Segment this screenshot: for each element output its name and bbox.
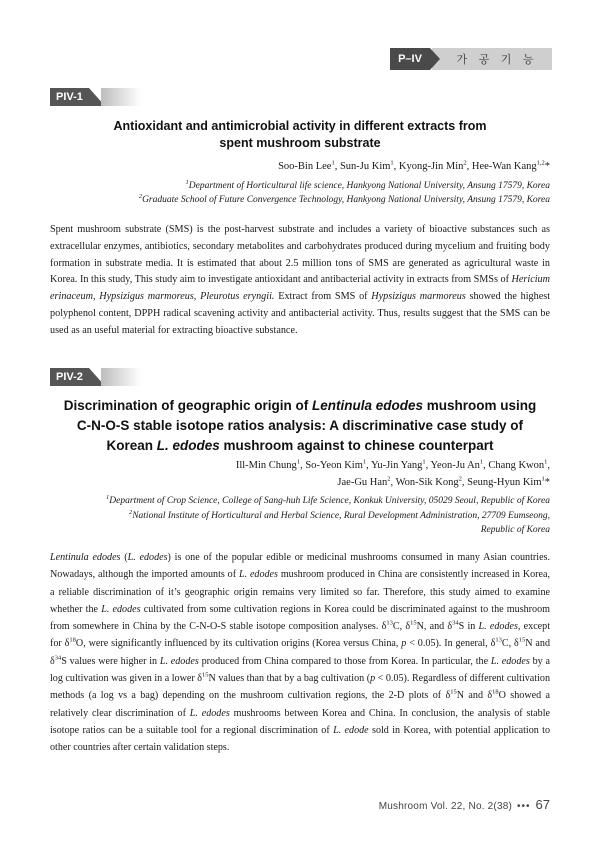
author-separator: * [544, 161, 550, 172]
author-name: Chang Kwon [488, 460, 545, 471]
author-name: So-Yeon Kim [305, 460, 363, 471]
abstract-2 [50, 549, 550, 757]
abstract-text: produced from China compared to those from Korea. In particular, the [198, 655, 491, 667]
isotope-mass: 13 [495, 637, 502, 645]
author-affiliation-mark: 1 [296, 458, 301, 466]
abstract-text: except for δ [50, 621, 550, 650]
affiliation-mark: 1 [185, 178, 189, 186]
page-footer [379, 797, 550, 812]
section-tab [390, 48, 552, 70]
abstract-text: ( [120, 552, 128, 563]
page-number: 67 [535, 797, 550, 812]
abstract-text: N values than that by a bag cultivation ( [208, 673, 371, 685]
author-separator: * [544, 477, 550, 488]
italic-term: L. edode [333, 724, 369, 736]
author-name: Seung-Hyun Kim [467, 477, 542, 488]
italic-term: Hypsizigus marmoreus [99, 291, 194, 303]
abstract-text: Spent mushroom substrate (SMS) is the post-harvest substrate and includes a variety of bioactive substances such as extracellular enzymes, antibiotics, secondary metabolites and carbohydrates produced during mycelium and fruiting body formation in substrate media. It is estimated that about 2.5 million tons of SMS are generated as agricultural waste in Korea. In this study, This study aim to investigate antioxidant and antibacterial activity in extracts from SMSs of [50, 224, 550, 286]
author-affiliation-mark: 1 [479, 458, 484, 466]
badge-label: PIV-2 [50, 368, 89, 386]
author-affiliation-mark: 1 [390, 159, 394, 167]
abstract-text: N and δ [456, 690, 493, 702]
affiliation-text: National Institute of Horticultural and Herbal Science, Rural Development Administration, 27709 Eumseong, [132, 510, 550, 521]
affiliation-mark: 1 [106, 493, 110, 501]
affiliation-line [40, 523, 550, 538]
author-line [50, 457, 550, 474]
affiliations-1 [40, 180, 550, 207]
abstract-text: C, δ [392, 621, 411, 633]
affiliation-line [40, 180, 550, 194]
author-separator: , [547, 460, 550, 471]
italic-term: Hypsizigus marmoreus [371, 291, 466, 303]
title-line: C-N-O-S stable isotope ratios analysis: A discriminative case study of [76, 418, 524, 433]
affiliations-2 [40, 494, 550, 538]
abstract-text: sold in Korea, with potential application to other countries after certain validation steps. [50, 724, 551, 754]
isotope-mass: 15 [518, 637, 526, 645]
badge-shade [101, 88, 141, 106]
italic-term: L. edodes [490, 655, 530, 667]
title-line: Korean L. edodes mushroom against to chinese counterpart [106, 438, 494, 453]
author-separator: , [425, 460, 431, 471]
abstract-text: S in [458, 621, 479, 633]
abstract-text: < 0.05). In general, δ [406, 638, 496, 650]
abstract-text: ) is one of the popular edible or medicinal mushrooms consumed in many Asian countries. Nowadays, although the imported amounts of [50, 552, 550, 581]
author-affiliation-mark: 1 [544, 458, 548, 466]
author-name: Yu-Jin Yang [371, 460, 423, 471]
author-affiliation-mark: 1 [362, 458, 367, 466]
italic-term: L. edodes [127, 552, 168, 563]
abstract-text: N and δ [50, 638, 550, 667]
italic-term: L. edodes [189, 707, 230, 719]
author-list-1 [50, 159, 550, 174]
abstract-text: N, and δ [416, 621, 453, 633]
author-affiliation-mark: 1 [422, 458, 426, 466]
paper-title-1 [50, 118, 550, 152]
abstract-text: showed the highest polyphenol content, DPPH radical scavening activity and antibacterial activity. Thus, results suggest that the SMS can be used as an useful material for extracting bioactive substance. [50, 291, 551, 336]
author-name: Ill-Min Chung [235, 460, 297, 471]
isotope-mass: 13 [386, 619, 393, 627]
italic-term: L. edodes [159, 655, 199, 667]
paper-title-2 [50, 396, 550, 456]
abstract-text: O, were significantly influenced by its cultivation origins (Korea versus China, [75, 638, 402, 650]
isotope-mass: 18 [69, 637, 76, 645]
abstract-text: mushrooms between Korea and China. In conclusion, the analysis of stable isotope ratios can be a suitable tool for a regional discrimination of [50, 707, 550, 736]
affiliation-mark: 2 [138, 192, 143, 200]
affiliation-text: Department of Horticultural life science, Hankyong National University, Ansung 17579, Korea [188, 181, 550, 191]
author-affiliation-mark: 1 [331, 159, 335, 167]
author-affiliation-mark: 1,2 [536, 159, 545, 167]
author-name: Hee-Wan Kang [471, 161, 537, 172]
isotope-mass: 34 [54, 654, 62, 662]
isotope-mass: 15 [410, 619, 417, 627]
abstract-text: O showed a relatively clear discrimination of [50, 690, 551, 719]
abstract-text: , [93, 291, 100, 303]
paper-badge-1 [50, 88, 141, 106]
author-affiliation-mark: 2 [387, 475, 391, 483]
author-name: Won-Sik Kong [395, 477, 459, 488]
author-separator: , [461, 477, 468, 488]
abstract-text: < 0.05). Regardless of different cultivation methods (a log vs a bag) depending on the mushroom cultivation regions, the 2-D plots of δ [50, 673, 550, 702]
author-affiliation-mark: 2 [458, 475, 462, 483]
title-line: spent mushroom substrate [219, 136, 381, 150]
badge-label: PIV-1 [50, 88, 89, 106]
italic-term: Lentinula edodes [50, 552, 121, 563]
isotope-mass: 15 [450, 689, 457, 697]
section-code: P–IV [390, 48, 430, 70]
abstract-text: Extract from SMS of [274, 291, 372, 303]
author-separator: , [466, 161, 472, 172]
journal-citation: Mushroom Vol. 22, No. 2(38) [378, 801, 513, 812]
abstract-text: S values were higher in [61, 655, 160, 667]
title-line: Discrimination of geographic origin of Lentinula edodes mushroom using [63, 398, 537, 413]
author-name: Sun-Ju Kim [339, 161, 391, 172]
author-line [50, 474, 550, 491]
author-name: Jae-Gu Han [337, 477, 388, 488]
isotope-mass: 34 [452, 619, 459, 627]
isotope-mass: 18 [492, 689, 499, 697]
abstract-text: mushroom produced in China are consistently increased in Korea, a reliable discrimination of it’s geographic origin remains very limited so far. Therefore, this study aimed to examine whether the [50, 569, 550, 615]
author-name: Yeon-Ju An [430, 460, 480, 471]
section-label: 가 공 기 능 [432, 48, 552, 70]
author-separator: , [366, 460, 372, 471]
author-separator: , [393, 161, 399, 172]
italic-term: L. edodes [238, 569, 278, 581]
abstract-text: , [193, 291, 201, 303]
species-name: Lentinula edodes [311, 398, 423, 413]
abstract-text: cultivated from some cultivation regions in Korea could be discriminated against to the mushroom from somewhere in China by the C-N-O-S stable isotope composition analyses. δ [50, 603, 550, 633]
author-separator: , [300, 460, 306, 471]
abstract-text: C, δ [501, 638, 519, 650]
author-name: Soo-Bin Lee [278, 161, 332, 172]
italic-term: p [370, 673, 376, 685]
author-affiliation-mark: 2 [463, 159, 467, 167]
affiliation-line [40, 194, 550, 208]
author-list-2 [50, 457, 550, 491]
isotope-mass: 15 [202, 671, 209, 679]
author-separator: , [334, 161, 340, 172]
abstract-text: by a log cultivation was given in a lower δ [50, 655, 550, 685]
abstract-1 [50, 222, 550, 340]
italic-term: p [401, 638, 407, 650]
affiliation-text: Graduate School of Future Convergence Technology, Hankyong National University, Ansung 17579, Korea [142, 194, 550, 205]
affiliation-line [40, 509, 550, 524]
author-affiliation-mark: 1 [541, 475, 545, 483]
author-name: Kyong-Jin Min [398, 161, 464, 172]
affiliation-mark: 2 [128, 508, 133, 516]
italic-term: L. edodes [101, 603, 141, 615]
affiliation-text: Department of Crop Science, College of Sang-huh Life Science, Konkuk University, 05029 Seoul, Republic of Korea [109, 496, 550, 506]
author-separator: , [390, 477, 396, 488]
italic-term: L. edodes, [478, 621, 521, 633]
paper-badge-2 [50, 368, 141, 386]
author-separator: , [483, 460, 489, 471]
italic-term: Hericium erinaceum [50, 274, 550, 303]
badge-shade [101, 368, 141, 386]
species-name: L. edodes [156, 438, 220, 453]
affiliation-line [40, 494, 550, 509]
italic-term: Pleurotus eryngii. [200, 291, 275, 303]
affiliation-text: Republic of Korea [480, 525, 550, 535]
title-line: Antioxidant and antimicrobial activity in different extracts from [113, 119, 487, 133]
footer-dots: ••• [517, 801, 531, 812]
